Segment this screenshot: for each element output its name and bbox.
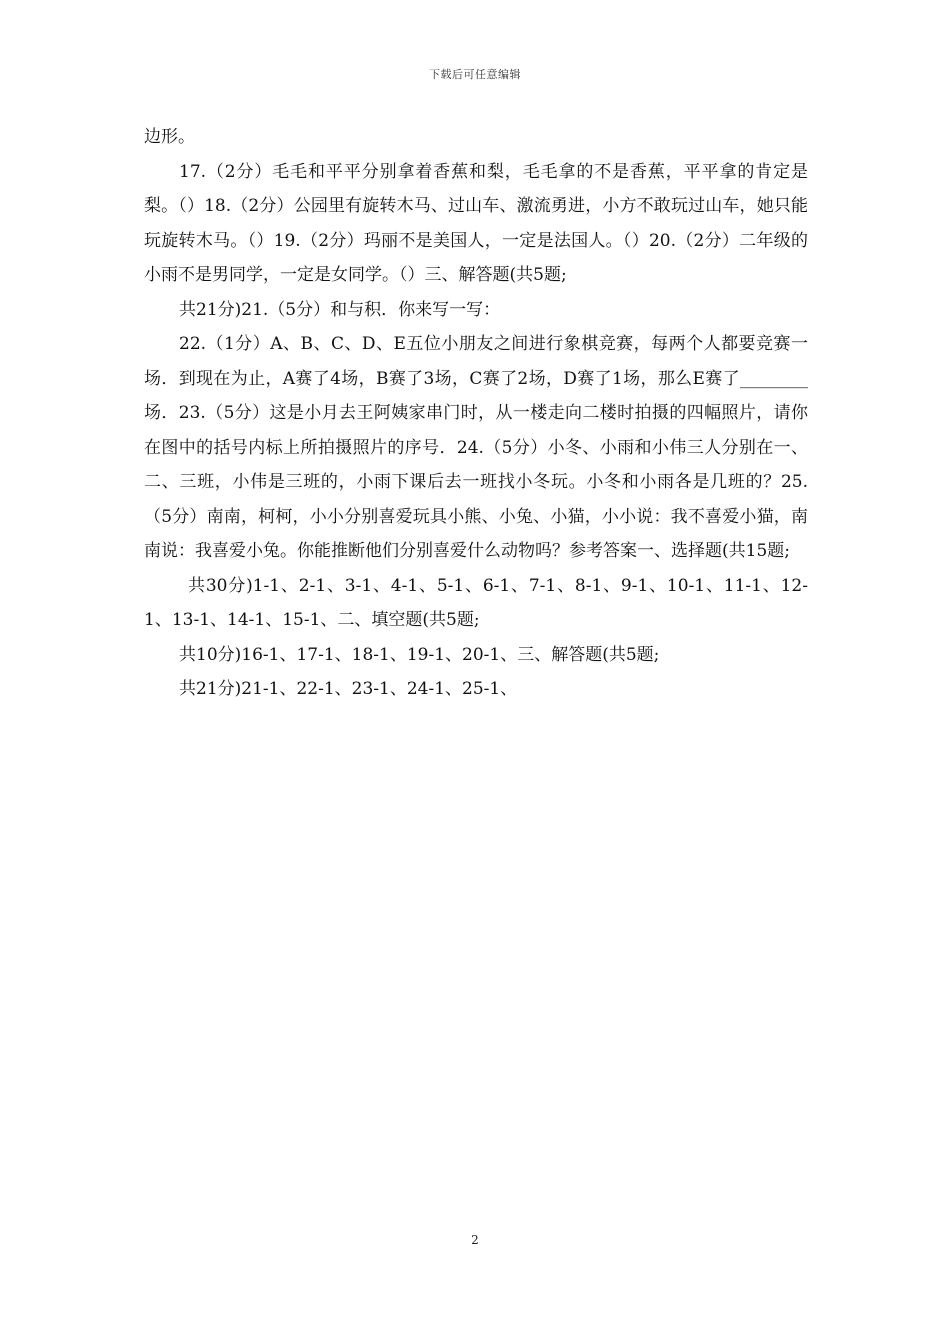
page-number: 2 (471, 1233, 479, 1247)
paragraph-answers-16-20: 共10分)16-1、17-1、18-1、19-1、20-1、三、解答题(共5题; (179, 644, 660, 665)
paragraph-continuation: 边形。 (144, 127, 195, 147)
paragraph-questions-17-20: 17.（2分）毛毛和平平分别拿着香蕉和梨，毛毛拿的不是香蕉，平平拿的肯定是梨。（）18.（2分）公园里有旋转木马、过山车、激流勇进，小方不敢玩过山车，她只能玩旋转木马。（）19.（2分）玛丽不是美国人，一定是法国人。（）20.（2分）二年级的小雨不是男同学，一定是女同学。（）三、解答题(共5题; (144, 161, 808, 285)
paragraph-answers-1-15: 共30分)1-1、2-1、3-1、4-1、5-1、6-1、7-1、8-1、9-1、10-1、11-1、12-1、13-1、14-1、15-1、二、填空题(共5题; (144, 575, 808, 630)
page-header: 下载后可任意编辑 (429, 68, 521, 81)
document-body (144, 120, 808, 707)
paragraph-questions-22-25: 22.（1分）A、B、C、D、E五位小朋友之间进行象棋竞赛，每两个人都要竞赛一场．到现在为止，A赛了4场，B赛了3场，C赛了2场，D赛了1场，那么E赛了________场．23.（5分）这是小月去王阿姨家串门时，从一楼走向二楼时拍摄的四幅照片，请你在图中的括号内标上所拍摄照片的序号．24.（5分）小冬、小雨和小伟三人分别在一、二、三班，小伟是三班的，小雨下课后去一班找小冬玩。小冬和小雨各是几班的？25.（5分）南南，柯柯，小小分别喜爱玩具小熊、小兔、小猫，小小说：我不喜爱小猫，南南说：我喜爱小兔。你能推断他们分别喜爱什么动物吗？参考答案一、选择题(共15题; (144, 334, 808, 561)
paragraph-question-21: 共21分)21.（5分）和与积．你来写一写： (179, 299, 501, 320)
paragraph-answers-21-25: 共21分)21-1、22-1、23-1、24-1、25-1、 (179, 679, 518, 699)
